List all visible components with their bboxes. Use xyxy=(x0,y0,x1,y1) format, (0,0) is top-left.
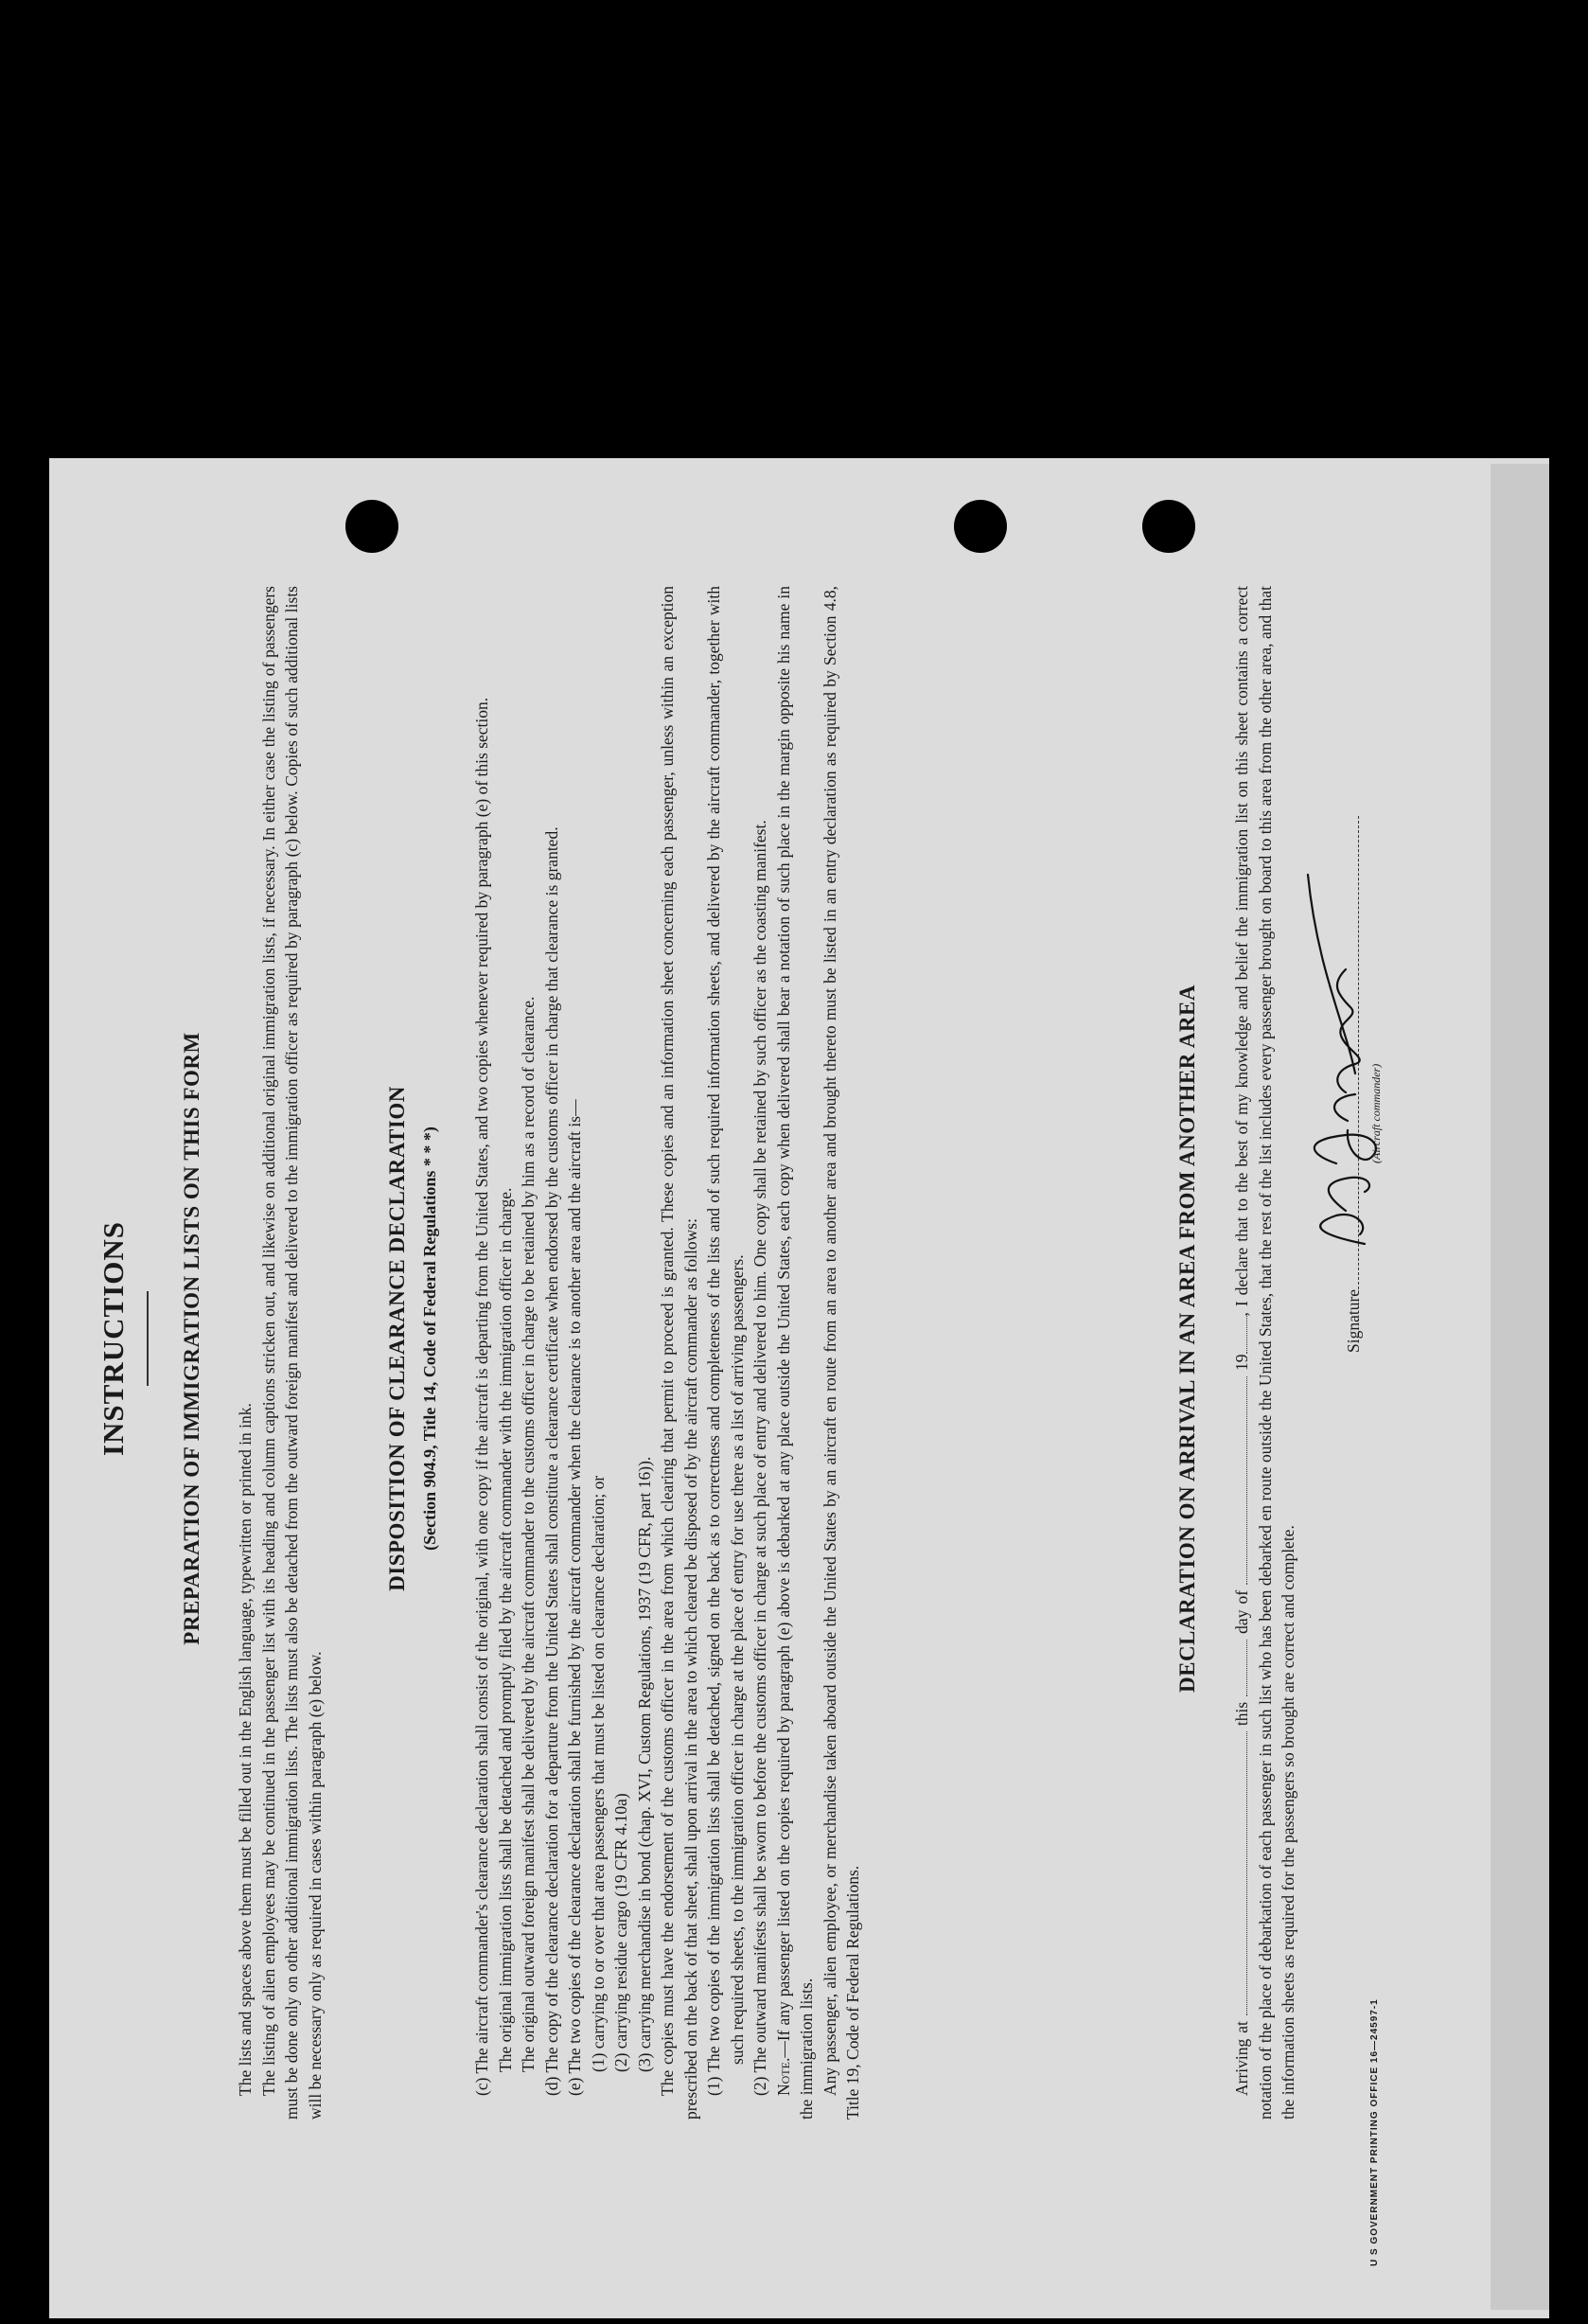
para-e1: (1) carrying to or over that area passengers that must be listed on clearance declaration; or xyxy=(588,1475,608,2072)
year-field[interactable] xyxy=(1246,1316,1247,1354)
para-d: (d) The copy of the clearance declaration for a departure from the United States shall constitute a clearance certificate when endorsed by the customs officer in charge that clearance is granted. xyxy=(541,826,561,2096)
para-p1: (1) The two copies of the immigration lists shall be detached, signed on the back as to correctness and completeness of the lists and of such required information sheets, and delivered by the aircraft commander, together with such required sheets, to the immigration officer in charge at the place of entry for use there as a list of arriving passengers. xyxy=(704,586,747,2096)
signature-label: Signature xyxy=(1344,1288,1363,1353)
arriving-at-label: Arriving at xyxy=(1232,2021,1251,2096)
para-any: Any passenger, alien employee, or merchandise taken aboard outside the United States by an aircraft en route from an area to another area and brought thereto must be listed in an entry declaration as required by Section 4.8, Title 19, Code of Federal Regulations. xyxy=(820,586,862,2120)
para-note xyxy=(772,586,819,2120)
title-rule xyxy=(147,1291,149,1386)
handwritten-signature xyxy=(1279,856,1393,1253)
disposition-text xyxy=(470,586,865,2120)
arriving-at-field[interactable] xyxy=(1246,1731,1247,2015)
note-label: Note. xyxy=(773,2057,793,2096)
preparation-text xyxy=(234,586,326,2120)
month-field[interactable] xyxy=(1246,1376,1247,1585)
declaration-text xyxy=(1230,586,1300,2120)
year-prefix: 19 xyxy=(1232,1354,1251,1371)
declaration-heading: DECLARATION ON ARRIVAL IN AN AREA FROM ANOTHER AREA xyxy=(1175,985,1199,1693)
para-c3: The original outward foreign manifest shall be delivered by the aircraft commander to the customs officer in charge to be retained by him as a record of clearance. xyxy=(519,996,538,2072)
preparation-text-1: The lists and spaces above them must be filled out in the English language, typewritten or printed in ink. xyxy=(236,1403,255,2096)
para-c: (c) The aircraft commander's clearance declaration shall consist of the original, with one copy if the aircraft is departing from the United States, and two copies whenever required by paragraph (e) of this section. xyxy=(472,697,491,2096)
declaration-body-text: , I declare that to the best of my knowledge and belief the immigration list on this sheet contains a correct notation of the place of debarkation of each passenger in such list who has been debarked en route outside the United States, that the rest of the list includes every passenger brought on board to this area from the other area, and that the information sheets as required for the passengers so brought are correct and complete. xyxy=(1232,585,1297,2120)
disposition-heading: DISPOSITION OF CLEARANCE DECLARATION xyxy=(385,1086,409,1591)
this-label: this xyxy=(1232,1701,1251,1727)
para-e3: (3) carrying merchandise in bond (chap. XVI, Custom Regulations, 1937 (19 CFR, part 16)). xyxy=(634,1456,654,2072)
declaration-body xyxy=(1230,586,1300,2120)
disposition-subheading: (Section 904.9, Title 14, Code of Federal Regulations * * *) xyxy=(420,1127,439,1551)
rotated-form-content xyxy=(49,463,1549,2318)
para-e2: (2) carrying residue cargo (19 CFR 4.10a) xyxy=(611,1793,630,2072)
day-field[interactable] xyxy=(1246,1640,1247,1696)
day-of-label: day of xyxy=(1232,1589,1251,1634)
para-c2: The original immigration lists shall be detached and promptly filed by the aircraft commander with the immigration officer in charge. xyxy=(495,1187,515,2072)
para-e: (e) The two copies of the clearance declaration shall be furnished by the aircraft commander when the clearance is to another area and the aircraft is— xyxy=(565,1099,584,2096)
para-endorse: The copies must have the endorsement of the customs officer in the area from which clearing that permit to proceed is granted. These copies and an information sheet concerning each passenger, unless within an exception prescribed on the back of that sheet, shall upon arrival in the area to which cleared be disposed of by the aircraft commander as follows: xyxy=(658,586,700,2120)
signature-caption: (Aircraft commander) xyxy=(1369,1063,1383,1163)
page-title: INSTRUCTIONS xyxy=(97,1221,130,1457)
para-p2: (2) The outward manifests shall be sworn to before the customs officer in charge at such place of entry and delivered to him. One copy shall be retained by such officer as the coasting manifest. xyxy=(750,820,769,2096)
printing-office-footer: U S GOVERNMENT PRINTING OFFICE 16—24597-1 xyxy=(1369,1998,1380,2266)
preparation-text-2: The listing of alien employees may be continued in the passenger list with its heading and column captions stricken out, and likewise on additional original immigration lists, if necessary. In either case the listing of passengers must be done only on other additional immigration lists. The lists must also be detached from the outward foreign manifest and delivered to the immigration officer as required by paragraph (c) below. Copies of such additional lists will be necessary only as required in cases within paragraph (e) below. xyxy=(258,586,325,2120)
note-text: —If any passenger listed on the copies required by paragraph (e) above is debarked at any place outside the United States, each copy when delivered shall bear a notation of such place in the margin opposite his name in the immigration lists. xyxy=(773,586,816,2120)
preparation-heading: PREPARATION OF IMMIGRATION LISTS ON THIS FORM xyxy=(180,1032,203,1645)
